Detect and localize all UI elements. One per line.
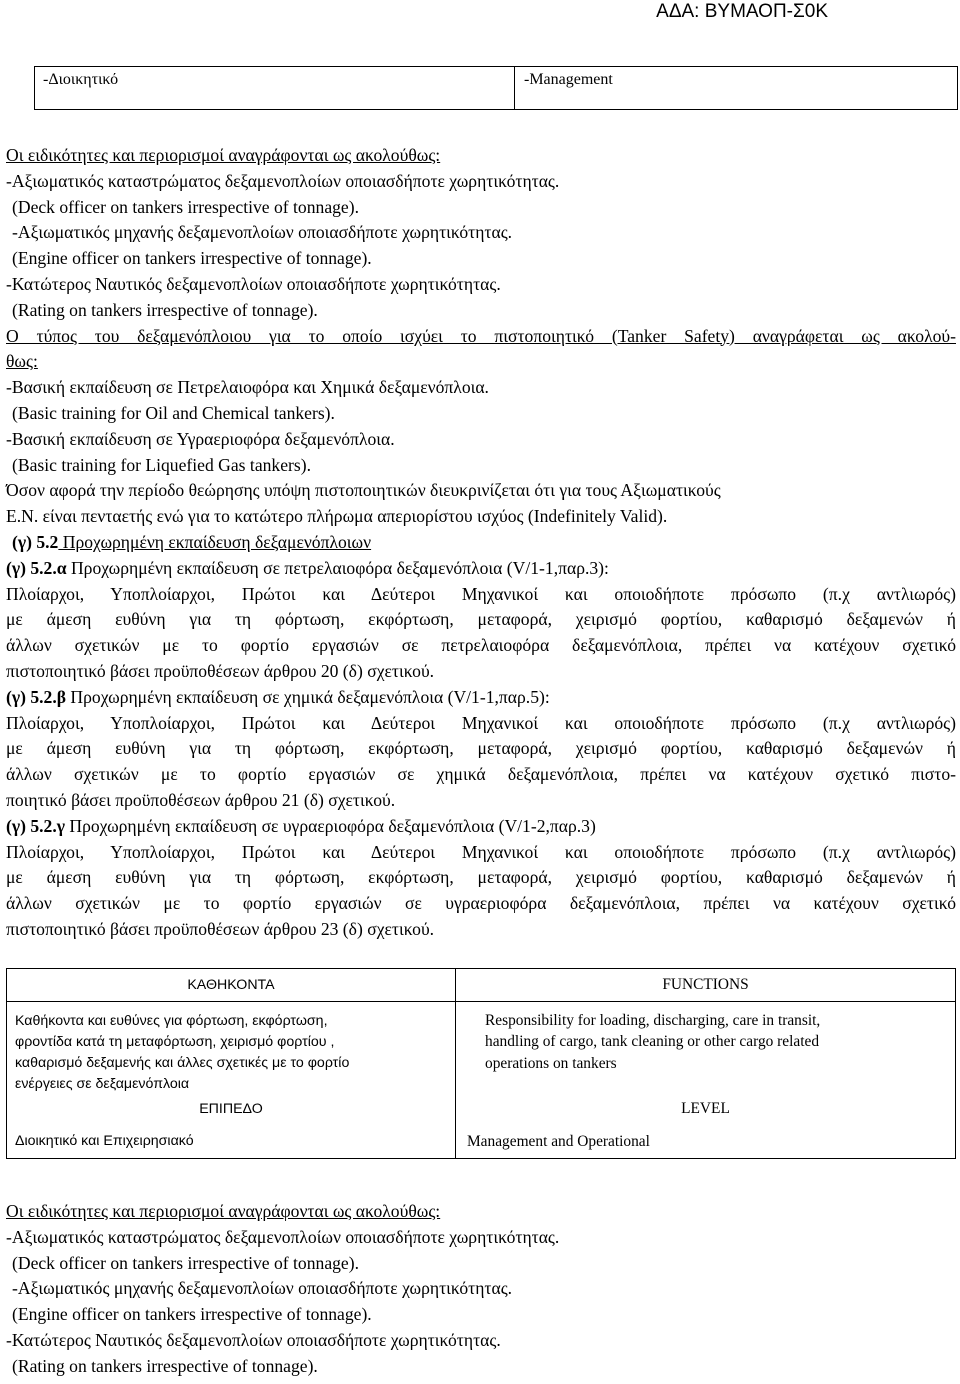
specialty-line: -Αξιωματικός καταστρώματος δεξαμενοπλοίων οποιασδήποτε χωρητικότητας. (6, 170, 560, 191)
top-table (34, 66, 958, 110)
paragraph-line: πιστοποιητικό βάσει προϋποθέσεων άρθρου 20 (δ) σχετικού. (6, 660, 435, 681)
paragraph-line: Πλοίαρχοι, Υποπλοίαρχοι, Πρώτοι και Δεύτεροι Μηχανικοί και οποιοδήποτε πρόσωπο (π.χ αντλιωρός) (6, 712, 956, 733)
table-divider (7, 1001, 955, 1002)
basic-training-line: -Βασική εκπαίδευση σε Πετρελαιοφόρα και Χημικά δεξαμενόπλοια. (6, 377, 489, 398)
paragraph-line: Πλοίαρχοι, Υποπλοίαρχοι, Πρώτοι και Δεύτεροι Μηχανικοί και οποιοδήποτε πρόσωπο (π.χ αντλιωρός) (6, 583, 956, 604)
section-intro: Οι ειδικότητες και περιορισμοί αναγράφονται ως ακολούθως: (6, 1201, 441, 1221)
specialty-line: -Αξιωματικός μηχανής δεξαμενοπλοίων οποιασδήποτε χωρητικότητας. (12, 222, 513, 243)
specialty-line: (Engine officer on tankers irrespective of tonnage). (12, 1304, 372, 1325)
specialty-line: (Engine officer on tankers irrespective of tonnage). (12, 248, 372, 269)
tanker-type-line: θως: (6, 351, 38, 372)
duties-table (6, 968, 956, 1159)
duties-left-line: καθαρισμό δεξαμενής και άλλες σχετικές με το φορτίο (15, 1055, 350, 1071)
level-value-left: Διοικητικό και Επιχειρησιακό (15, 1133, 194, 1149)
specialty-line: -Αξιωματικός καταστρώματος δεξαμενοπλοίων οποιασδήποτε χωρητικότητας. (6, 1226, 560, 1247)
level-header-right: LEVEL (681, 1100, 730, 1117)
specialty-line: -Αξιωματικός μηχανής δεξαμενοπλοίων οποιασδήποτε χωρητικότητας. (12, 1278, 513, 1299)
heading-number: (γ) 5.2 (12, 531, 59, 552)
level-header-left: ΕΠΙΠΕΔΟ (199, 1101, 263, 1117)
duties-right-line: Responsibility for loading, discharging, care in transit, (485, 1012, 821, 1029)
heading-text: Προχωρημένη εκπαίδευση σε χημικά δεξαμενόπλοια (V/1-1,παρ.5): (66, 686, 550, 707)
heading-number: (γ) 5.2.γ (6, 815, 65, 836)
paragraph-line: Πλοίαρχοι, Υποπλοίαρχοι, Πρώτοι και Δεύτεροι Μηχανικοί και οποιοδήποτε πρόσωπο (π.χ αντλιωρός) (6, 841, 956, 862)
duties-right-line: operations on tankers (485, 1055, 617, 1072)
paragraph-line: άλλων σχετικών με το φορτίο εργασιών σε χημικά δεξαμενόπλοια, πρέπει να κατέχουν σχετικό πιστο- (6, 764, 956, 785)
top-table-right-cell: -Management (524, 71, 613, 88)
level-value-right: Management and Operational (467, 1133, 650, 1150)
section-intro: Οι ειδικότητες και περιορισμοί αναγράφονται ως ακολούθως: (6, 145, 441, 165)
specialty-line: -Κατώτερος Ναυτικός δεξαμενοπλοίων οποιασδήποτε χωρητικότητας. (6, 273, 501, 294)
basic-training-line: (Basic training for Liquefied Gas tankers). (12, 454, 311, 475)
paragraph-line: Ε.Ν. είναι πενταετής ενώ για το κατώτερο πλήρωμα απεριορίστου ισχύος (Indefinitely Valid). (6, 506, 668, 527)
duties-header-right: FUNCTIONS (662, 976, 749, 993)
specialty-line: -Κατώτερος Ναυτικός δεξαμενοπλοίων οποιασδήποτε χωρητικότητας. (6, 1329, 501, 1350)
heading-5-2-b (6, 685, 956, 711)
duties-left-line: ενέργειες σε δεξαμενόπλοια (15, 1076, 190, 1092)
table-divider (455, 969, 456, 1158)
heading-5-2 (6, 530, 956, 556)
paragraph-line: με άμεση ευθύνη για τη φόρτωση, εκφόρτωση, μεταφορά, χειρισμό φορτίου, καθαρισμό δεξαμενών ή (6, 867, 956, 888)
section-specialties-1 (6, 143, 956, 943)
heading-text: Προχωρημένη εκπαίδευση σε πετρελαιοφόρα δεξαμενόπλοια (V/1-1,παρ.3): (66, 557, 609, 578)
paragraph-line: με άμεση ευθύνη για τη φόρτωση, εκφόρτωση, μεταφορά, χειρισμό φορτίου, καθαρισμό δεξαμενών ή (6, 609, 956, 630)
ada-code: ΑΔΑ: ΒΥΜΑΟΠ-Σ0Κ (656, 1, 828, 22)
paragraph-line: Όσον αφορά την περίοδο θεώρησης υπόψη πιστοποιητικών διευκρινίζεται ότι για τους Αξιωματικούς (6, 480, 721, 501)
paragraph-line: άλλων σχετικών με το φορτίο εργασιών σε πετρελαιοφόρα δεξαμενόπλοια, πρέπει να κατέχουν σχετικό (6, 635, 956, 656)
specialty-line: (Deck officer on tankers irrespective of tonnage). (12, 196, 359, 217)
heading-text: Προχωρημένη εκπαίδευση σε υγραεριοφόρα δεξαμενόπλοια (V/1-2,παρ.3) (64, 815, 596, 836)
duties-left-line: Καθήκοντα και ευθύνες για φόρτωση, εκφόρτωση, (15, 1013, 328, 1029)
paragraph-line: άλλων σχετικών με το φορτίο εργασιών σε υγραεριοφόρα δεξαμενόπλοια, πρέπει να κατέχουν σχετικό (6, 893, 956, 914)
paragraph-line: πιστοποιητικό βάσει προϋποθέσεων άρθρου 23 (δ) σχετικού. (6, 918, 435, 939)
duties-header-left: ΚΑΘΗΚΟΝΤΑ (187, 977, 275, 993)
paragraph-line: με άμεση ευθύνη για τη φόρτωση, εκφόρτωση, μεταφορά, χειρισμό φορτίου, καθαρισμό δεξαμενών ή (6, 738, 956, 759)
heading-5-2-c (6, 814, 956, 840)
section-specialties-2 (6, 1199, 956, 1380)
specialty-line: (Rating on tankers irrespective of tonnage). (12, 299, 318, 320)
top-table-left-cell: -Διοικητικό (43, 71, 119, 88)
basic-training-line: -Βασική εκπαίδευση σε Υγραεριοφόρα δεξαμενόπλοια. (6, 428, 395, 449)
heading-5-2-a (6, 556, 956, 582)
basic-training-line: (Basic training for Oil and Chemical tankers). (12, 402, 335, 423)
heading-text: Προχωρημένη εκπαίδευση δεξαμενόπλοιων (58, 531, 372, 552)
table-divider (514, 67, 515, 109)
heading-number: (γ) 5.2.α (6, 557, 67, 578)
specialty-line: (Rating on tankers irrespective of tonnage). (12, 1355, 318, 1376)
tanker-type-line: Ο τύπος του δεξαμενόπλοιου για το οποίο ισχύει το πιστοποιητικό (Tanker Safety) αναγράφεται ως ακολού- (6, 325, 956, 346)
heading-number: (γ) 5.2.β (6, 686, 67, 707)
duties-left-line: φροντίδα κατά τη μεταφόρτωση, χειρισμό φορτίου , (15, 1034, 335, 1050)
specialty-line: (Deck officer on tankers irrespective of tonnage). (12, 1252, 359, 1273)
paragraph-line: ποιητικό βάσει προϋποθέσεων άρθρου 21 (δ) σχετικού. (6, 789, 396, 810)
duties-right-line: handling of cargo, tank cleaning or other cargo related (485, 1033, 820, 1050)
